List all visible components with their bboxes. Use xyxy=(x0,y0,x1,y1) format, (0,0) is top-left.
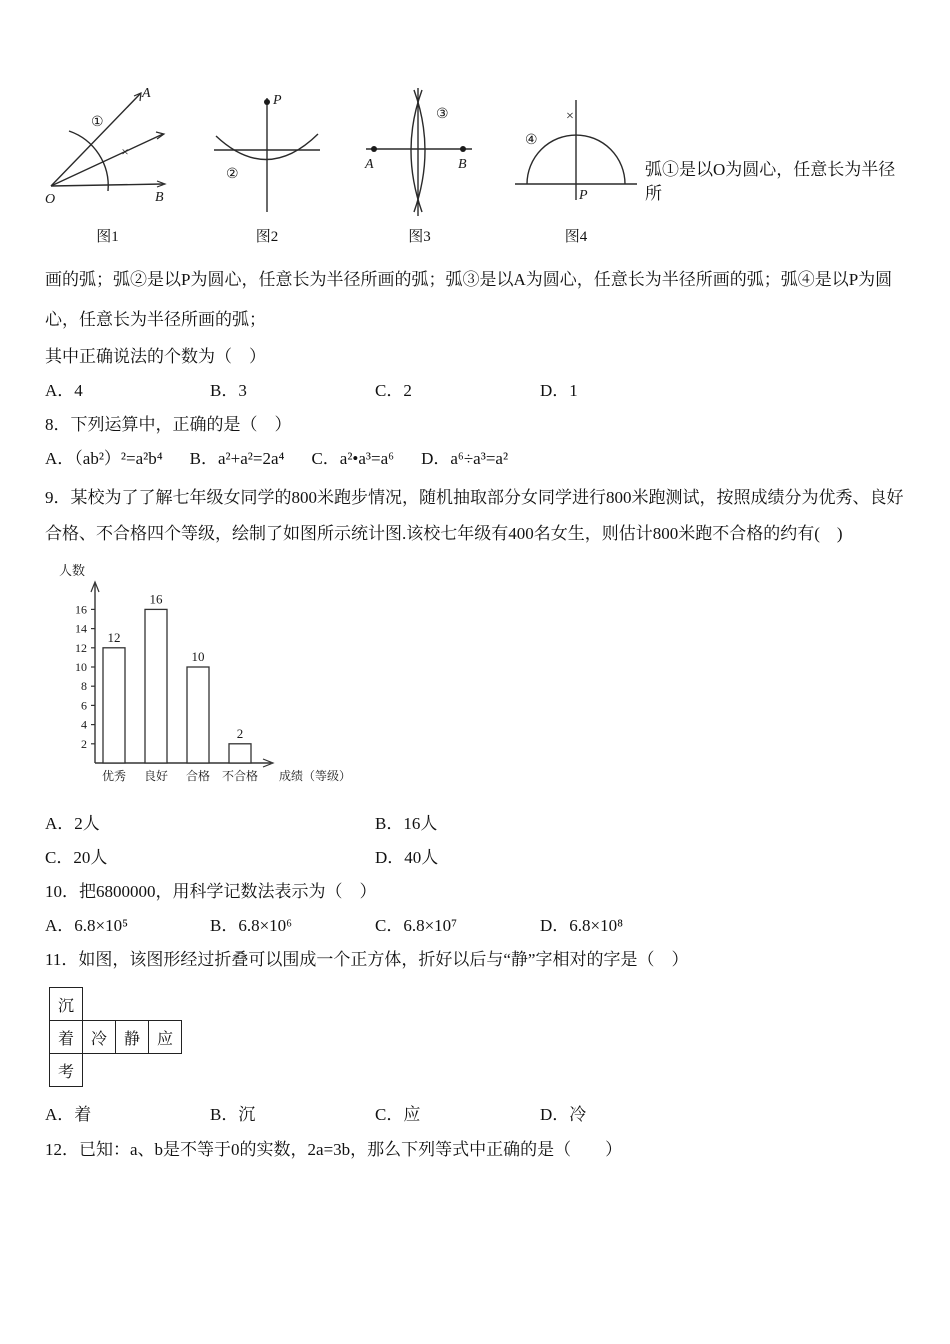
q11-options-row xyxy=(45,1098,905,1132)
figure-3-caption: 图3 xyxy=(408,229,431,245)
point-a-label: A xyxy=(142,86,151,101)
y-tick-label: 16 xyxy=(75,602,87,617)
bar-category-label: 良好 xyxy=(143,769,169,783)
q9-option-a: A．2人 xyxy=(45,814,100,833)
point-o-label: O xyxy=(45,192,56,207)
net-cell-mid-3: 静 xyxy=(115,1020,149,1054)
figure-3-drawing xyxy=(362,86,477,219)
figure-1-angle-construction xyxy=(45,86,170,246)
q10-option-d: D．6.8×10⁸ xyxy=(540,916,624,935)
q11-option-b: B．沉 xyxy=(210,1105,256,1124)
bar xyxy=(103,648,125,763)
perpendicular-lines xyxy=(214,98,320,212)
figure-2-arc-construction xyxy=(212,86,322,246)
q9-stem-line1: 9．某校为了了解七年级女同学的800米跑步情况，随机抽取部分女同学进行800米跑测试，按照成绩分为优秀、良好 xyxy=(45,488,904,507)
bar-category-label: 合格 xyxy=(185,769,211,783)
bar-category-label: 优秀 xyxy=(101,769,127,783)
bar-chart-svg xyxy=(53,558,393,798)
q9-options-row-1 xyxy=(45,807,905,841)
figure-4-semicircle-construction xyxy=(511,86,641,246)
y-tick-label: 14 xyxy=(75,621,87,636)
q8-options-row xyxy=(45,442,905,476)
q10-options-row xyxy=(45,909,905,943)
q11-option-a: A．着 xyxy=(45,1105,92,1124)
net-cell-mid-4: 应 xyxy=(148,1020,182,1054)
q9-bar-chart xyxy=(53,558,905,803)
y-tick-label: 12 xyxy=(75,640,87,655)
arc-3-label: ③ xyxy=(436,107,449,122)
bar-value-label: 10 xyxy=(191,649,205,664)
angle-rays xyxy=(51,93,165,191)
point-a-label: A xyxy=(365,157,374,172)
y-tick-label: 8 xyxy=(81,679,87,694)
net-cell-mid-2: 冷 xyxy=(82,1020,116,1054)
figure-1-caption: 图1 xyxy=(96,229,119,245)
q8-option-c: C．a²•a³=a⁶ xyxy=(311,449,395,468)
q7-prompt: 其中正确说法的个数为（ ） xyxy=(45,347,266,366)
q10-option-a: A．6.8×10⁵ xyxy=(45,916,129,935)
q9-option-b: B．16人 xyxy=(375,814,438,833)
net-cell-bottom: 考 xyxy=(49,1053,83,1087)
y-tick-label: 6 xyxy=(81,698,87,713)
figure-3-vesica-construction xyxy=(362,86,477,246)
y-axis-title: 人数 xyxy=(59,563,86,578)
q9-options-row-2 xyxy=(45,841,905,875)
q7-option-c: C．2 xyxy=(375,381,412,400)
bar-value-label: 16 xyxy=(149,591,163,607)
cross-mark: × xyxy=(566,109,574,124)
q10-option-c: C．6.8×10⁷ xyxy=(375,916,458,935)
bar xyxy=(145,609,167,763)
q7-option-b: B．3 xyxy=(210,381,247,400)
q9-option-d: D．40人 xyxy=(375,848,439,867)
bar xyxy=(187,667,209,763)
cross-mark: × xyxy=(121,144,129,159)
figure-2-caption: 图2 xyxy=(255,229,279,245)
q8-option-b: B．a²+a²=2a⁴ xyxy=(189,449,285,468)
q8-option-d: D．a⁶÷a³=a² xyxy=(421,449,509,468)
q11-stem: 11．如图，该图形经过折叠可以围成一个正方体，折好以后与“静”字相对的字是（ ） xyxy=(45,950,689,969)
net-cell-mid-1: 着 xyxy=(49,1020,83,1054)
figure-4-drawing xyxy=(511,86,641,219)
figure-4-caption: 图4 xyxy=(564,229,588,245)
q7-text-line1: 画的弧；弧②是以P为圆心，任意长为半径所画的弧；弧③是以A为圆心，任意长为半径所画的弧；弧④是以P为圆 xyxy=(45,270,893,289)
net-cell-top: 沉 xyxy=(49,987,83,1021)
q9-option-c: C．20人 xyxy=(45,848,108,867)
point-b-label: B xyxy=(458,157,467,172)
point-a-dot xyxy=(371,146,377,152)
q7-options-row xyxy=(45,374,905,408)
segment-and-arcs xyxy=(366,88,472,216)
y-tick-label: 4 xyxy=(81,717,87,732)
point-b-dot xyxy=(460,146,466,152)
q12-stem: 12．已知：a、b是不等于0的实数，2a=3b，那么下列等式中正确的是（ ） xyxy=(45,1140,623,1159)
q7-text-line2: 心，任意长为半径所画的弧； xyxy=(45,310,266,329)
q7-option-d: D．1 xyxy=(540,381,578,400)
arc-4-label: ④ xyxy=(525,133,538,148)
arc-2-label: ② xyxy=(226,167,239,182)
y-tick-label: 10 xyxy=(75,660,87,674)
q11-option-d: D．冷 xyxy=(540,1105,587,1124)
x-axis-title: 成绩（等级） xyxy=(279,769,352,783)
bar xyxy=(229,744,251,763)
q10-stem: 10．把6800000，用科学记数法表示为（ ） xyxy=(45,882,377,901)
figure-side-text: 弧①是以O为圆心，任意长为半径所 xyxy=(645,160,896,203)
bar-value-label: 12 xyxy=(107,629,121,645)
figures-row xyxy=(45,86,905,246)
arc-1-label: ① xyxy=(91,115,104,130)
q10-option-b: B．6.8×10⁶ xyxy=(210,916,293,935)
point-p-label: P xyxy=(579,188,588,203)
figure-2-drawing xyxy=(212,86,322,218)
bar-category-label: 不合格 xyxy=(221,769,259,783)
figure-1-drawing xyxy=(45,86,170,208)
q8-option-a: A．（ab²）²=a²b⁴ xyxy=(45,449,163,468)
point-p-label: P xyxy=(273,93,282,108)
semicircle-lines xyxy=(515,100,637,200)
q9-stem-line2: 合格、不合格四个等级，绘制了如图所示统计图.该校七年级有400名女生，则估计800米跑不合格的约有( ) xyxy=(45,524,843,543)
cube-net xyxy=(49,987,189,1090)
point-b-label: B xyxy=(155,190,164,205)
q8-stem: 8．下列运算中，正确的是（ ） xyxy=(45,415,292,434)
q11-option-c: C．应 xyxy=(375,1105,421,1124)
point-p-dot xyxy=(264,99,270,105)
q7-option-a: A．4 xyxy=(45,381,83,400)
y-tick-label: 2 xyxy=(81,736,87,751)
bar-value-label: 2 xyxy=(236,725,244,741)
